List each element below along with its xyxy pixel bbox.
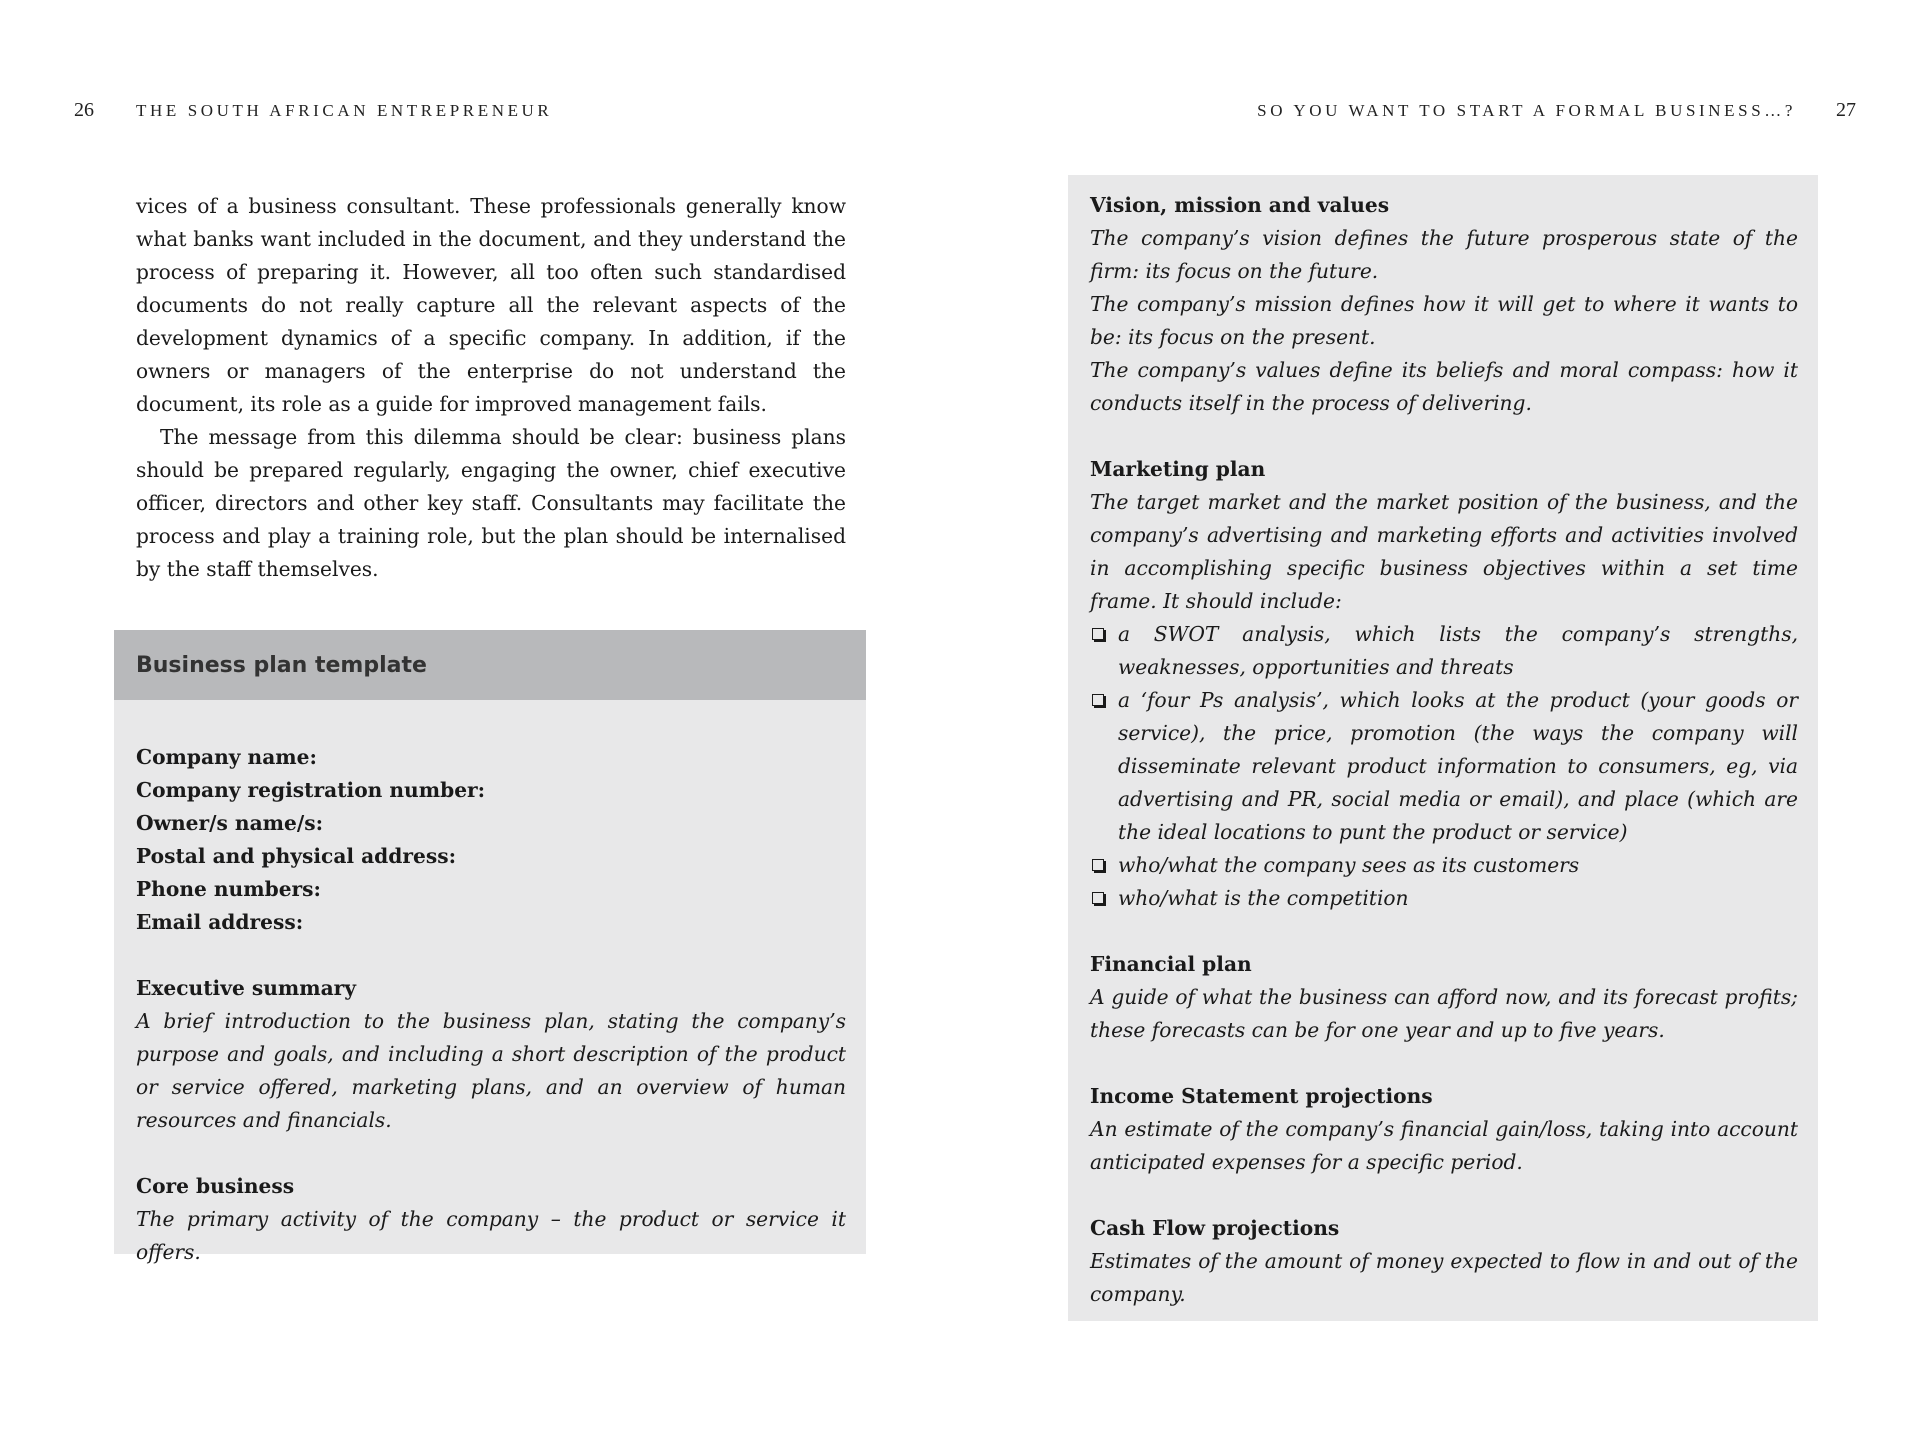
section-text: An estimate of the company’s financial gain/loss, taking into account anticipated expenses for a specific period. bbox=[1090, 1117, 1798, 1174]
section-financial-plan bbox=[1090, 948, 1798, 1047]
business-plan-template-box bbox=[114, 630, 866, 1264]
section-marketing-plan bbox=[1090, 453, 1798, 915]
section-text: The target market and the market position of the business, and the company’s advertising and marketing efforts and activities involved in accomplishing specific business objectives within a set time frame. It should include: bbox=[1090, 490, 1798, 613]
section-income-statement bbox=[1090, 1080, 1798, 1179]
section-core-business bbox=[136, 1170, 846, 1269]
section-cash-flow bbox=[1090, 1212, 1798, 1311]
template-box-title: Business plan template bbox=[114, 630, 866, 700]
template-box-content bbox=[136, 741, 846, 1269]
checklist-item: who/what is the competition bbox=[1090, 882, 1798, 915]
mission-text: The company’s mission defines how it will get to where it wants to be: its focus on the present. bbox=[1090, 292, 1798, 349]
section-text: A brief introduction to the business plan, stating the company’s purpose and goals, and including a short description of the product or service offered, marketing plans, and an overview of human resources and financials. bbox=[136, 1009, 846, 1132]
section-title: Marketing plan bbox=[1090, 457, 1266, 481]
checkbox-icon bbox=[1092, 859, 1104, 871]
field-email-address: Email address: bbox=[136, 910, 304, 934]
checkbox-icon bbox=[1092, 628, 1104, 640]
section-title: Income Statement projections bbox=[1090, 1084, 1433, 1108]
vision-text: The company’s vision defines the future prosperous state of the firm: its focus on the future. bbox=[1090, 226, 1798, 283]
field-phone-numbers: Phone numbers: bbox=[136, 877, 321, 901]
body-paragraph: The message from this dilemma should be clear: business plans should be prepared regularly, engaging the owner, chief executive officer, directors and other key staff. Consultants may facilitate the process and play a training role, but the plan should be internalised by the staff themselves. bbox=[136, 425, 846, 581]
section-title: Core business bbox=[136, 1174, 295, 1198]
section-title: Financial plan bbox=[1090, 952, 1252, 976]
section-executive-summary bbox=[136, 972, 846, 1137]
left-body-text bbox=[136, 190, 846, 586]
section-text: A guide of what the business can afford now, and its forecast profits; these forecasts can be for one year and up to five years. bbox=[1090, 985, 1798, 1042]
template-box-content bbox=[1090, 189, 1798, 1311]
section-title: Cash Flow projections bbox=[1090, 1216, 1340, 1240]
section-title: Vision, mission and values bbox=[1090, 193, 1390, 217]
checkbox-icon bbox=[1092, 694, 1104, 706]
running-head-left: THE SOUTH AFRICAN ENTREPRENEUR bbox=[136, 101, 553, 120]
section-text: Estimates of the amount of money expected to flow in and out of the company. bbox=[1090, 1249, 1798, 1306]
section-vision-mission-values bbox=[1090, 189, 1798, 420]
checklist-item: a SWOT analysis, which lists the company’s strengths, weaknesses, opportunities and threats bbox=[1090, 618, 1798, 684]
page-number-left: 26 bbox=[74, 99, 94, 121]
checklist-item: a ‘four Ps analysis’, which looks at the product (your goods or service), the price, promotion (the ways the company will disseminate relevant product information to consumers, eg, via advertising and PR, social media or email), and place (which are the ideal locations to punt the product or service) bbox=[1090, 684, 1798, 849]
business-plan-template-box-continued bbox=[1068, 175, 1818, 1321]
field-company-name: Company name: bbox=[136, 745, 317, 769]
marketing-checklist bbox=[1090, 618, 1798, 915]
section-text: The primary activity of the company – the product or service it offers. bbox=[136, 1207, 846, 1264]
field-owner-names: Owner/s name/s: bbox=[136, 811, 324, 835]
company-fields bbox=[136, 741, 846, 939]
running-head-right: SO YOU WANT TO START A FORMAL BUSINESS…? bbox=[1257, 101, 1796, 120]
field-address: Postal and physical address: bbox=[136, 844, 457, 868]
checkbox-icon bbox=[1092, 892, 1104, 904]
section-title: Executive summary bbox=[136, 976, 357, 1000]
checklist-item: who/what the company sees as its customers bbox=[1090, 849, 1798, 882]
values-text: The company’s values define its beliefs and moral compass: how it conducts itself in the process of delivering. bbox=[1090, 358, 1798, 415]
page-number-right: 27 bbox=[1836, 99, 1856, 121]
field-registration-number: Company registration number: bbox=[136, 778, 486, 802]
body-paragraph: vices of a business consultant. These professionals generally know what banks want included in the document, and they understand the process of preparing it. However, all too often such standardised documents do not really capture all the relevant aspects of the development dynamics of a specific company. In addition, if the owners or managers of the enterprise do not understand the document, its role as a guide for improved management fails. bbox=[136, 194, 846, 416]
